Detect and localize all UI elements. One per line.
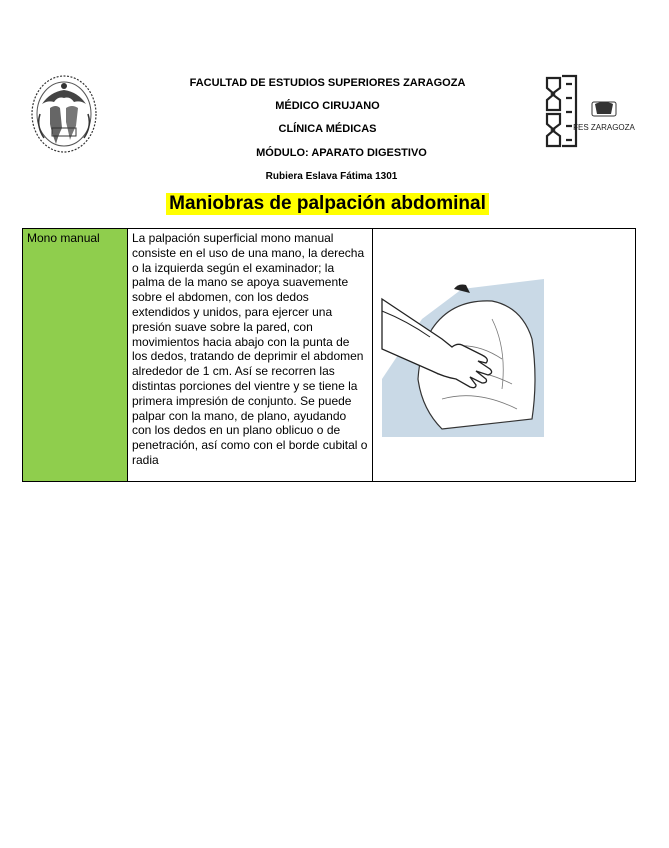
course-name: CLÍNICA MÉDICAS xyxy=(278,123,377,135)
palpation-table xyxy=(22,228,636,482)
maneuver-label-cell xyxy=(23,229,128,482)
maneuver-description: La palpación superficial mono manual consiste en el uso de una mano, la derecha o la izquierda según el examinador; la palma de la mano se apoya suavemente sobre el abdomen, con los dedos extendidos y unidos, para ejercer una presión suave sobre la pared, con movimientos hacia abajo con la punta de los dedos, tratando de deprimir el abdomen alrededor de 1 cm. Así se recorren las distintas porciones del vientre y se tiene la primera impresión de conjunto. Se puede palpar con la mano, de plano, ayudando con los dedos en un plano oblicuo o de penetración, así como con el borde cubital o radia xyxy=(132,231,368,467)
page-title: Maniobras de palpación abdominal xyxy=(166,193,489,215)
hand-palpating-abdomen-illustration xyxy=(382,259,544,437)
career-name: MÉDICO CIRUJANO xyxy=(275,100,380,112)
maneuver-image-cell xyxy=(373,229,636,482)
author-name: Rubiera Eslava Fátima 1301 xyxy=(265,171,398,182)
maneuver-description-cell xyxy=(128,229,373,482)
maneuver-label: Mono manual xyxy=(27,231,100,245)
fes-logo-text: FES ZARAGOZA xyxy=(573,123,635,132)
table-row xyxy=(23,229,636,482)
faculty-name: FACULTAD DE ESTUDIOS SUPERIORES ZARAGOZA xyxy=(189,77,466,89)
module-name: MÓDULO: APARATO DIGESTIVO xyxy=(256,147,427,159)
